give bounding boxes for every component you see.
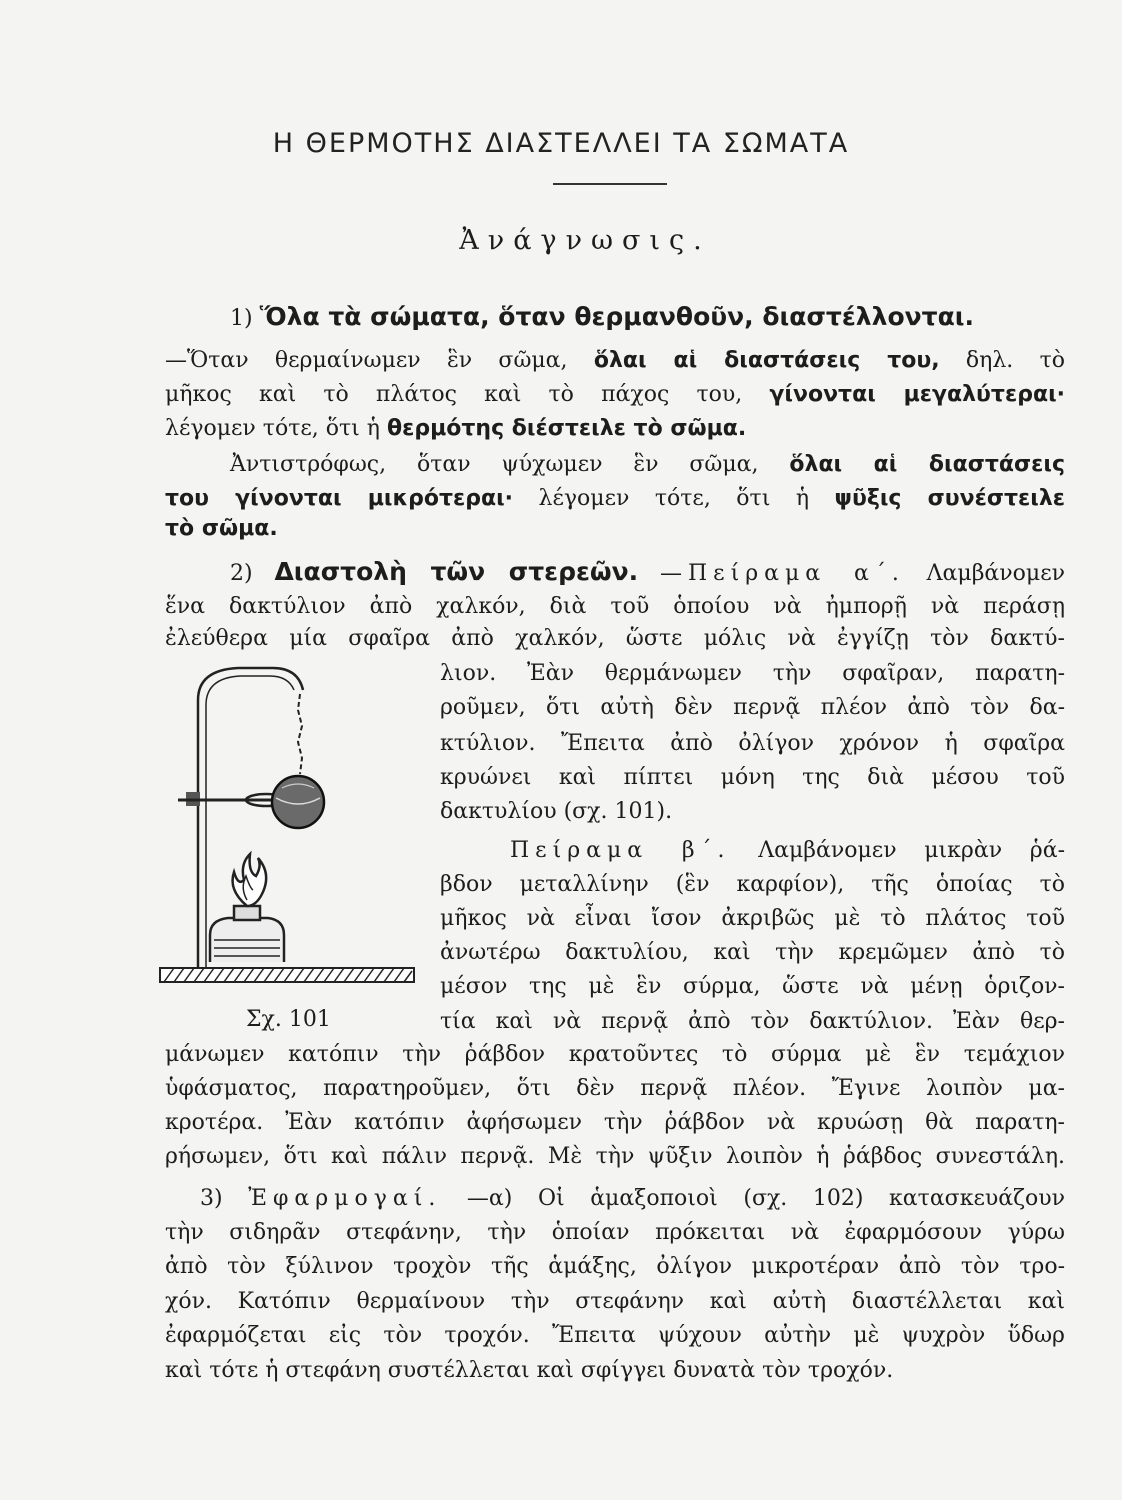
s1-emphasis: γίνονται μεγαλύτεραι·	[769, 382, 1065, 407]
s1-emphasis: ὅλαι αἱ διαστάσεις	[789, 452, 1065, 477]
s2-line-18: ρήσωμεν, ὅτι καὶ πάλιν περνᾷ. Μὲ τὴν ψῦξιν λοιπὸν ἡ ῥάβδος συνεστάλη.	[165, 1144, 1065, 1169]
s1-emphasis: ψῦξις συνέστειλε	[834, 486, 1065, 511]
s1-line-3	[165, 380, 1065, 410]
s2-line-2: ἕνα δακτύλιον ἀπὸ χαλκόν, διὰ τοῦ ὁποίου νὰ ἠμπορῇ νὰ περάσῃ	[165, 594, 1065, 619]
s1-line-7: τὸ σῶμα.	[165, 516, 278, 541]
chain	[298, 694, 302, 774]
s1-text: Ἀντιστρόφως, ὅταν ψύχωμεν ἓν σῶμα,	[230, 452, 759, 477]
experiment-b-label: Πείραμα β΄.	[510, 838, 731, 863]
s1-emphasis: ὅλαι αἱ διαστάσεις του,	[593, 348, 940, 373]
s3-line-6: καὶ τότε ἡ στεφάνη συστέλλεται καὶ σφίγγει δυνατὰ τὸν τροχόν.	[165, 1358, 894, 1383]
s3-line-2: τὴν σιδηρᾶν στεφάνην, τὴν ὁποίαν πρόκειται νὰ ἐφαρμόσουν γύρω	[165, 1220, 1065, 1245]
figure-caption: Σχ. 101	[246, 1007, 331, 1032]
s2-line-3: ἐλεύθερα μία σφαῖρα ἀπὸ χαλκόν, ὥστε μόλις νὰ ἐγγίζῃ τὸν δακτύ-	[165, 626, 1065, 651]
section-subtitle: Ἀνάγνωσις.	[459, 225, 711, 256]
s2-line-4: λιον. Ἐὰν θερμάνωμεν τὴν σφαῖραν, παρατη-	[440, 661, 1065, 686]
s1-text: λέγομεν τότε, ὅτι ἡ	[165, 416, 380, 441]
s2-line-7: κρυώνει καὶ πίπτει μόνη της διὰ μέσου τοῦ	[440, 765, 1065, 790]
s2-text: Λαμβάνομεν μικρὰν ῥά-	[758, 838, 1066, 863]
s2-number: 2)	[230, 561, 253, 586]
s1-line-2	[165, 346, 1065, 376]
s2-line-16: ὑφάσματος, παρατηροῦμεν, ὅτι δὲν περνᾷ πλέον. Ἔγινε λοιπὸν μα-	[165, 1076, 1065, 1101]
s2-line-17: κροτέρα. Ἐὰν κατόπιν ἀφήσωμεν τὴν ῥάβδον νὰ κρυώσῃ θὰ παρατη-	[165, 1110, 1065, 1135]
s1-number: 1)	[230, 306, 253, 331]
s2-heading-line	[230, 557, 1065, 589]
s1-text: δηλ. τὸ	[965, 348, 1066, 373]
s2-line-5: ροῦμεν, ὅτι αὐτὴ δὲν περνᾷ πλέον ἀπὸ τὸν δα-	[440, 695, 1065, 720]
s3-heading-line	[200, 1184, 1065, 1214]
s1-emphasis: θερμότης διέστειλε τὸ σῶμα.	[386, 416, 747, 441]
s1-heading: Ὅλα τὰ σώματα, ὅταν θερμανθοῦν, διαστέλλονται.	[259, 302, 975, 331]
s3-line-3: ἀπὸ τὸν ξύλινον τροχὸν τῆς ἁμάξης, ὀλίγον μικροτέραν ἀπὸ τὸν τρο-	[165, 1254, 1065, 1279]
experiment-a-label: —Πείραμα α΄.	[659, 561, 905, 586]
s1-text: —Ὅταν θερμαίνωμεν ἓν σῶμα,	[165, 348, 568, 373]
page-title: Η ΘΕΡΜΟΤΗΣ ΔΙΑΣΤΕΛΛΕΙ ΤΑ ΣΩΜΑΤΑ	[272, 128, 850, 159]
title-divider	[553, 183, 667, 185]
s2-line-12: ἀνωτέρω δακτυλίου, καὶ τὴν κρεμῶμεν ἀπὸ τὸ	[440, 940, 1065, 965]
s2-text: Λαμβάνομεν	[926, 561, 1065, 586]
s3-number: 3)	[200, 1186, 223, 1211]
s2-line-10: βδον μεταλλίνην (ἓν καρφίον), τῆς ὁποίας τὸ	[440, 872, 1065, 897]
s2-line-11: μῆκος νὰ εἶναι ἴσον ἀκριβῶς μὲ τὸ πλάτος τοῦ	[440, 906, 1065, 931]
s3-heading: Ἐφαρμογαί.	[248, 1186, 442, 1211]
s1-text: λέγομεν τότε, ὅτι ἡ	[538, 486, 810, 511]
s2-line-14: τία καὶ νὰ περνᾷ ἀπὸ τὸν δακτύλιον. Ἐὰν θερ-	[440, 1009, 1065, 1034]
s3-text: —α) Οἱ ἁμαξοποιοὶ (σχ. 102) κατασκευάζουν	[466, 1186, 1065, 1211]
s2-heading: Διαστολὴ τῶν στερεῶν.	[274, 557, 639, 586]
s1-emphasis: του γίνονται μικρότεραι·	[165, 486, 514, 511]
s1-line-5	[230, 450, 1065, 480]
s2-line-15: μάνωμεν κατόπιν τὴν ῥάβδον κρατοῦντες τὸ σύρμα μὲ ἓν τεμάχιον	[165, 1042, 1065, 1067]
apparatus-figure	[158, 650, 418, 1000]
s2-line-9	[510, 836, 1065, 866]
s1-line-6	[165, 484, 1065, 514]
s2-line-8: δακτυλίου (σχ. 101).	[440, 799, 673, 824]
s2-line-13: μέσον της μὲ ἓν σύρμα, ὥστε νὰ μένῃ ὁριζον-	[440, 974, 1065, 999]
s1-text: μῆκος καὶ τὸ πλάτος καὶ τὸ πάχος του,	[165, 382, 743, 407]
s2-line-6: κτύλιον. Ἔπειτα ἀπὸ ὀλίγον χρόνον ἡ σφαῖρα	[440, 731, 1065, 756]
s1-line-4	[165, 414, 746, 444]
s1-heading-line	[230, 302, 974, 334]
s3-line-5: ἐφαρμόζεται εἰς τὸν τροχόν. Ἔπειτα ψύχουν αὐτὴν μὲ ψυχρὸν ὕδωρ	[165, 1323, 1065, 1348]
flame	[233, 854, 267, 906]
s3-line-4: χόν. Κατόπιν θερμαίνουν τὴν στεφάνην καὶ αὐτὴ διαστέλλεται καὶ	[165, 1289, 1065, 1314]
